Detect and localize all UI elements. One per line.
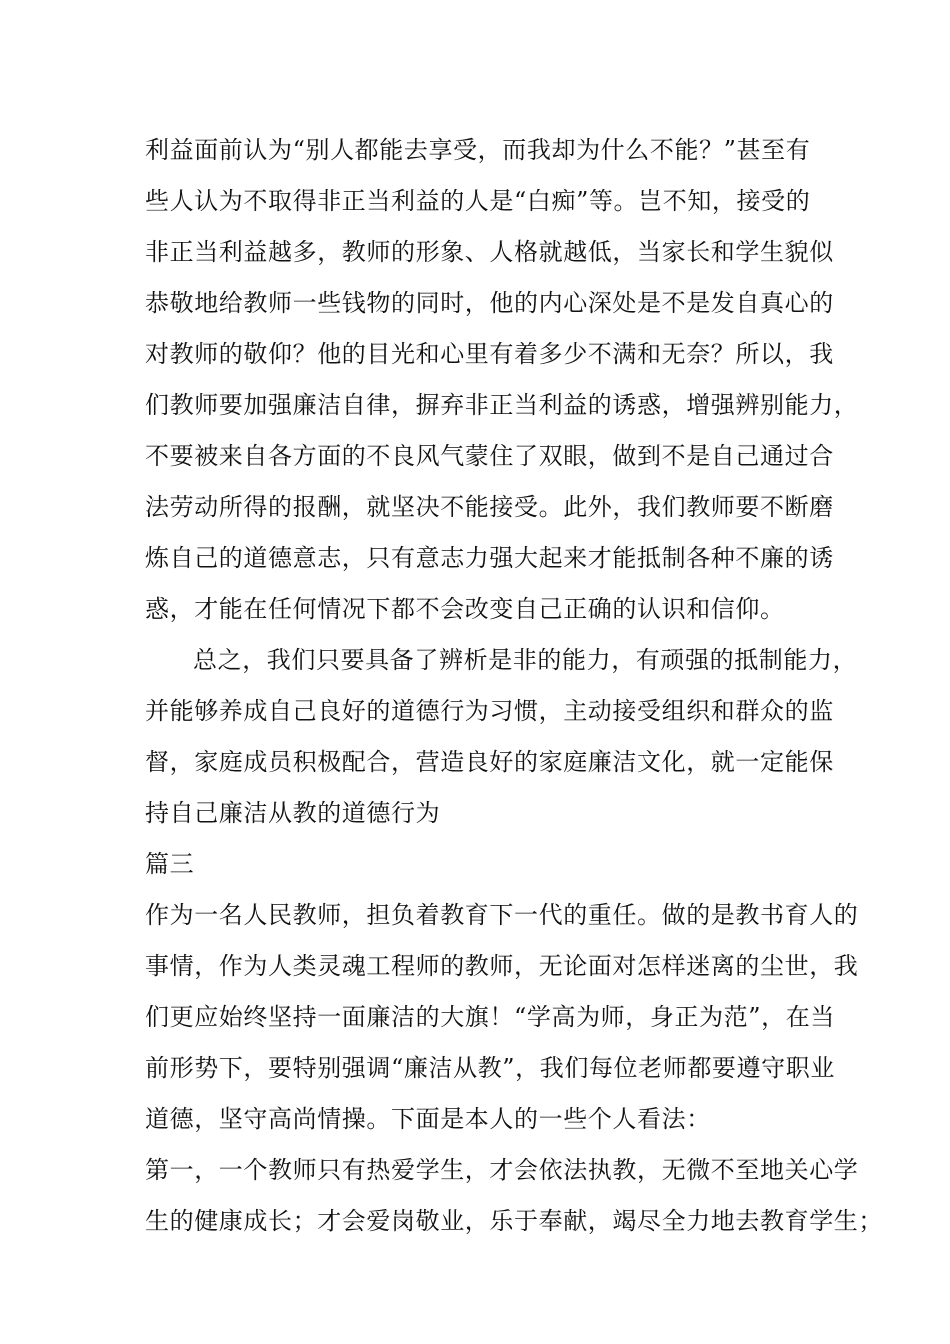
text-line-9: 炼自己的道德意志，只有意志力强大起来才能抵制各种不廉的诱 [145,544,834,572]
text-line-13: 督，家庭成员积极配合，营造良好的家庭廉洁文化，就一定能保 [145,748,834,776]
text-line-2: 些人认为不取得非正当利益的人是“白痴”等。岂不知，接受的 [145,187,811,215]
text-line-3: 非正当利益越多，教师的形象、人格就越低，当家长和学生貌似 [145,238,834,266]
text-line-21: 第一，一个教师只有热爱学生，才会依法执教，无微不至地关心学 [145,1156,859,1184]
text-line-10: 惑，才能在任何情况下都不会改变自己正确的认识和信仰。 [145,595,785,623]
text-line-18: 们更应始终坚持一面廉洁的大旗！“学高为师，身正为范”，在当 [145,1003,835,1031]
paragraph-start-summary: 总之，我们只要具备了辨析是非的能力，有顽强的抵制能力， [193,646,858,674]
text-line-12: 并能够养成自己良好的道德行为习惯，主动接受组织和群众的监 [145,697,834,725]
text-line-8: 法劳动所得的报酬，就坚决不能接受。此外，我们教师要不断磨 [145,493,834,521]
text-line-20: 道德，坚守高尚情操。下面是本人的一些个人看法： [145,1105,711,1133]
text-line-22: 生的健康成长；才会爱岗敬业，乐于奉献，竭尽全力地去教育学生； [145,1207,883,1235]
text-line-19: 前形势下，要特别强调“廉洁从教”，我们每位老师都要遵守职业 [145,1054,835,1082]
text-line-4: 恭敬地给教师一些钱物的同时，他的内心深处是不是发自真心的 [145,289,834,317]
section-heading: 篇三 [145,850,195,878]
text-line-1: 利益面前认为“别人都能去享受，而我却为什么不能？”甚至有 [145,136,811,164]
text-line-16: 作为一名人民教师，担负着教育下一代的重任。做的是教书育人的 [145,901,859,929]
text-line-14: 持自己廉洁从教的道德行为 [145,799,441,827]
text-line-6: 们教师要加强廉洁自律，摒弃非正当利益的诱惑，增强辨别能力， [145,391,859,419]
text-line-17: 事情，作为人类灵魂工程师的教师，无论面对怎样迷离的尘世，我 [145,952,859,980]
text-line-7: 不要被来自各方面的不良风气蒙住了双眼，做到不是自己通过合 [145,442,834,470]
text-line-5: 对教师的敬仰？他的目光和心里有着多少不满和无奈？所以，我 [145,340,834,368]
